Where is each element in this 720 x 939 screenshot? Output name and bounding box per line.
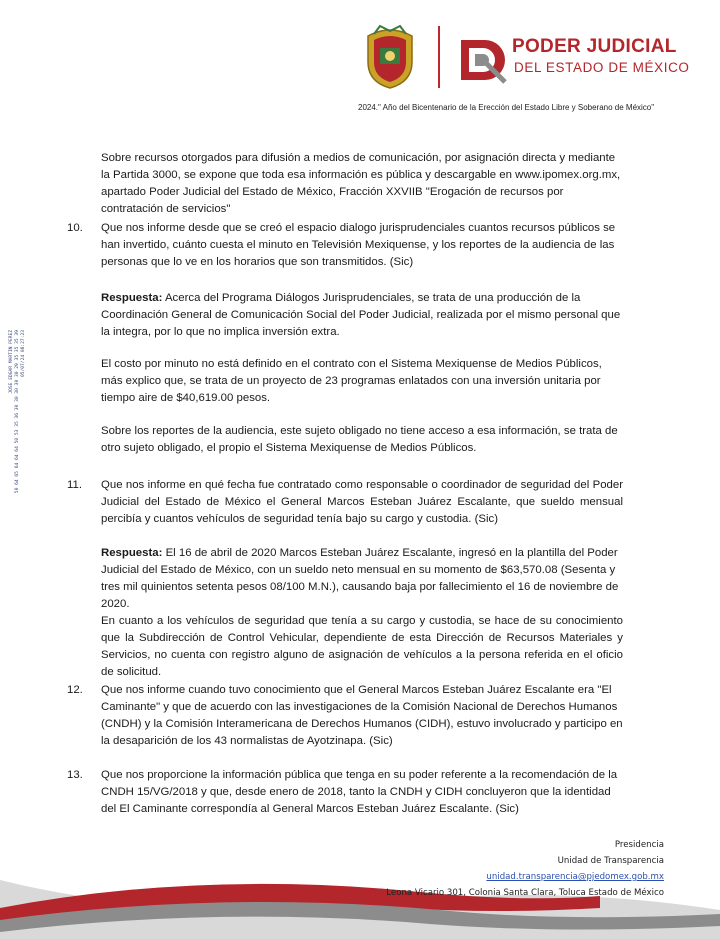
paragraph: En cuanto a los vehículos de seguridad que tenía a su cargo y custodia, se hace de su conocimiento que la Subdirección de Control Vehicular, dependiente de esta Dirección de Recursos Materiales y Servicios, no cuenta con registro alguno de asignación de vehículos a la persona referida en el oficio de solicitud.: [101, 615, 623, 678]
paragraph: El costo por minuto no está definido en el contrato con el Sistema Mexiquense de Medios Públicos, más explico que, se trata de un proyecto de 23 programas enlatados con una inversión unitaria por tiempo aire de $40,619.00 pesos.: [101, 358, 602, 404]
item-number: 12.: [67, 684, 83, 696]
item-number: 10.: [67, 222, 83, 234]
paragraph: Sobre los reportes de la audiencia, este sujeto obligado no tiene acceso a esa información, se trata de otro sujeto obligado, el propio el Sistema Mexiquense de Medios Públicos.: [101, 425, 618, 454]
stamp-line: 05/07/24 08:27:23: [21, 330, 26, 378]
digital-signature-stamp: [9, 330, 39, 494]
footer-wave-decoration: [0, 830, 720, 939]
item-number: 13.: [67, 769, 83, 781]
answer-label: Respuesta:: [101, 292, 163, 304]
footer-email-link[interactable]: unidad.transparencia@pjedomex.gob.mx: [486, 872, 664, 882]
item-question: Que nos informe desde que se creó el espacio dialogo jurisprudenciales cuantos recursos públicos se han invertido, cuánto cuesta el minuto en Televisión Mexiquense, y los reportes de la audiencia de las personas que lo ve en los horarios que son transmitidos. (Sic): [101, 222, 616, 268]
item-question: Que nos proporcione la información pública que tenga en su poder referente a la recomendación de la CNDH 15/VG/2018 y que, desde enero de 2018, tanto la CNDH y CIDH concluyeron que la identidad del El Caminante correspondía al General Marcos Esteban Juárez Escalante. (Sic): [101, 769, 618, 815]
state-seal-icon: [360, 22, 420, 90]
year-note: 2024." Año del Bicentenario de la Erección del Estado Libre y Soberano de México": [358, 103, 655, 112]
answer-text: El 16 de abril de 2020 Marcos Esteban Juárez Escalante, ingresó en la plantilla del Poder Judicial del Estado de México, con un sueldo neto mensual en su momento de $63,570.08 (Sesenta y tres mil quinientos setenta pesos 08/100 M.N.), causando baja por fallecimiento el 16 de noviembre de 2020.: [101, 547, 619, 610]
judicial-logo-icon: [455, 32, 509, 86]
answer-paragraph: [101, 290, 623, 341]
header-divider: [438, 26, 440, 88]
brand-subtitle: DEL ESTADO DE MÉXICO: [514, 60, 690, 75]
stamp-line: 50 64 65 64 64 64 50 53 35 36 30 30 30 30 30 29 35 35 35 39: [15, 330, 20, 494]
brand-title: PODER JUDICIAL: [512, 36, 677, 57]
item-question: Que nos informe en qué fecha fue contratado como responsable o coordinador de seguridad del Poder Judicial del Estado de México el General Marcos Esteban Juárez Escalante, que sueldo mensual percibía y cuantos vehículos de seguridad tenía bajo su cargo y custodia. (Sic): [101, 479, 623, 525]
footer-address: Leona Vicario 301, Colonia Santa Clara, Toluca Estado de México: [386, 888, 664, 898]
intro-paragraph: Sobre recursos otorgados para difusión a medios de comunicación, por asignación directa y mediante la Partida 3000, se expone que toda esa información es pública y descargable en www.ipomex.org.mx, apartado Poder Judicial del Estado de México, Fracción XXVIIB "Erogación de recursos por contratación de servicios": [101, 152, 621, 215]
letterhead: [0, 0, 720, 125]
answer-text: Acerca del Programa Diálogos Jurisprudenciales, se trata de una producción de la Coordinación General de Comunicación Social del Poder Judicial, realizada por el mismo personal que la integra, por lo que no implica inversión extra.: [101, 292, 621, 338]
stamp-line: JOSE EDGAR MARTIN PEREZ: [9, 330, 14, 394]
item-number: 11.: [67, 479, 82, 491]
answer-label: Respuesta:: [101, 547, 163, 559]
answer-paragraph: [101, 545, 623, 613]
footer-unit: Unidad de Transparencia: [557, 856, 664, 866]
footer-office: Presidencia: [614, 840, 664, 850]
item-question: Que nos informe cuando tuvo conocimiento que el General Marcos Esteban Juárez Escalante era "El Caminante" y que de acuerdo con las investigaciones de la Comisión Nacional de Derechos Humanos (CNDH) y la Comisión Interamericana de Derechos Humanos (CIDH), estuvo involucrado y participo en la desaparición de los 43 normalistas de Ayotzinapa. (Sic): [101, 684, 623, 747]
